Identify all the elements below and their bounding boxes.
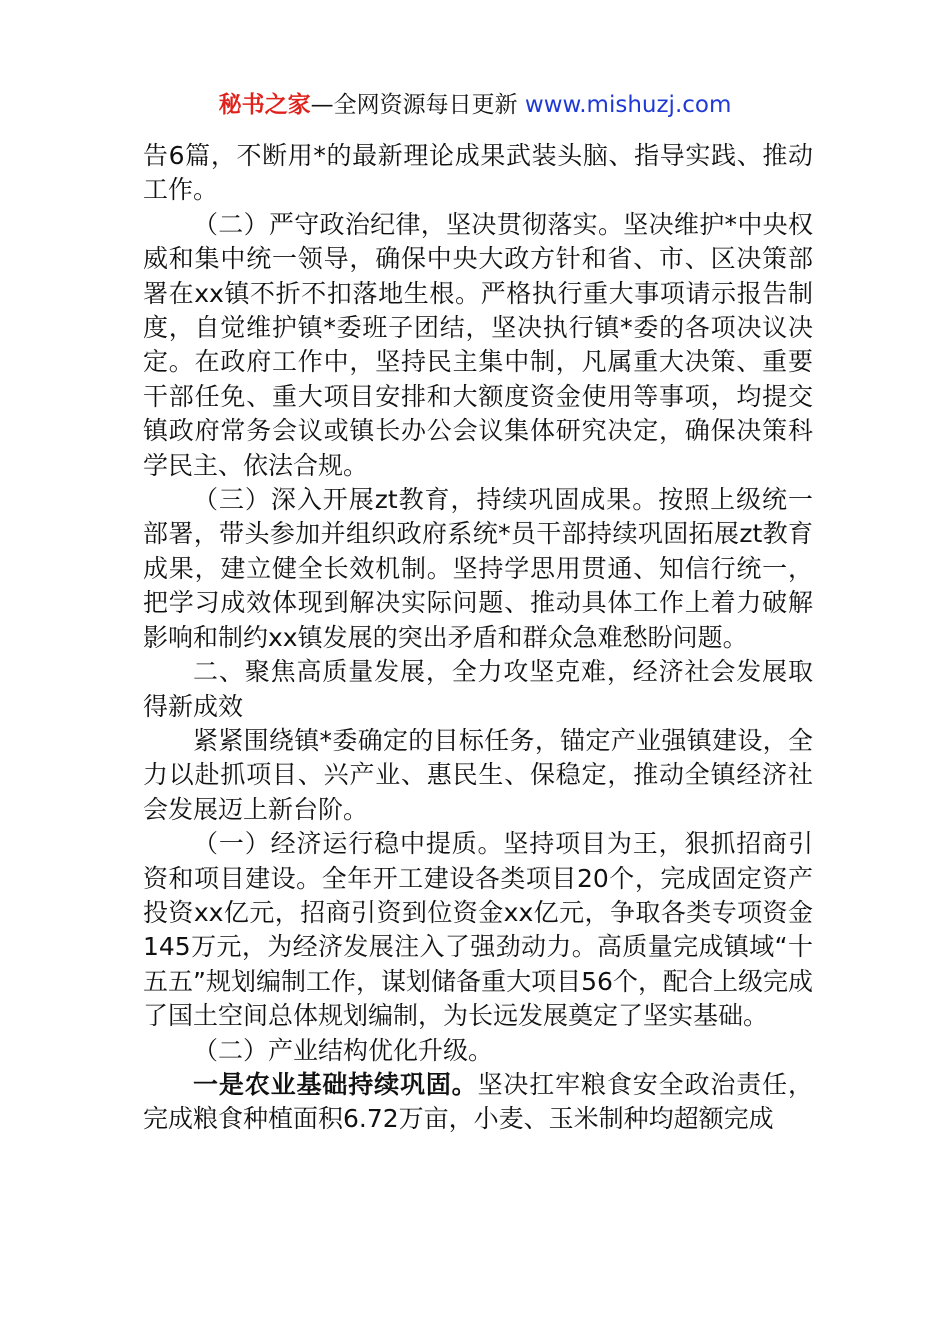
paragraph-agriculture (143, 1068, 813, 1137)
section-heading-2: 二、聚焦高质量发展，全力攻坚克难，经济社会发展取得新成效 (143, 657, 813, 721)
paragraph-section-intro: 紧紧围绕镇*委确定的目标任务，锚定产业强镇建设，全力以赴抓项目、兴产业、惠民生、保稳定，推动全镇经济社会发展迈上新台阶。 (143, 725, 813, 824)
document-body (143, 139, 813, 1137)
paragraph-industry-structure: （二）产业结构优化升级。 (193, 1035, 494, 1065)
paragraph-continuation: 告6篇，不断用*的最新理论成果武装头脑、指导实践、推动工作。 (143, 141, 813, 205)
brand-name: 秘书之家 (218, 92, 311, 118)
agriculture-text: 坚决扛牢粮食安全政治责任，完成粮食种植面积6.72万亩，小麦、玉米制种均超额完成 (143, 1069, 813, 1134)
agriculture-lead: 一是农业基础持续巩固。 (193, 1069, 478, 1099)
page-header (0, 88, 950, 122)
header-tagline: —全网资源每日更新 (310, 92, 518, 118)
header-url-link[interactable]: www.mishuzj.com (524, 92, 732, 118)
paragraph-zt-education: （三）深入开展zt教育，持续巩固成果。按照上级统一部署，带头参加并组织政府系统*员干部持续巩固拓展zt教育成果，建立健全长效机制。坚持学思用贯通、知信行统一，把学习成效体现到解决实际问题、推动具体工作上着力破解影响和制约xx镇发展的突出矛盾和群众急难愁盼问题。 (143, 485, 813, 652)
paragraph-political-discipline: （二）严守政治纪律，坚决贯彻落实。坚决维护*中央权威和集中统一领导，确保中央大政方针和省、市、区决策部署在xx镇不折不扣落地生根。严格执行重大事项请示报告制度，自觉维护镇*委班子团结，坚决执行镇*委的各项决议决定。在政府工作中，坚持民主集中制，凡属重大决策、重要干部任免、重大项目安排和大额度资金使用等事项，均提交镇政府常务会议或镇长办公会议集体研究决定，确保决策科学民主、依法合规。 (143, 209, 813, 480)
paragraph-economic-operation: （一）经济运行稳中提质。坚持项目为王，狠抓招商引资和项目建设。全年开工建设各类项目20个，完成固定资产投资xx亿元，招商引资到位资金xx亿元，争取各类专项资金145万元，为经济发展注入了强劲动力。高质量完成镇域“十五五”规划编制工作，谋划储备重大项目56个，配合上级完成了国土空间总体规划编制，为长远发展奠定了坚实基础。 (143, 829, 813, 1031)
